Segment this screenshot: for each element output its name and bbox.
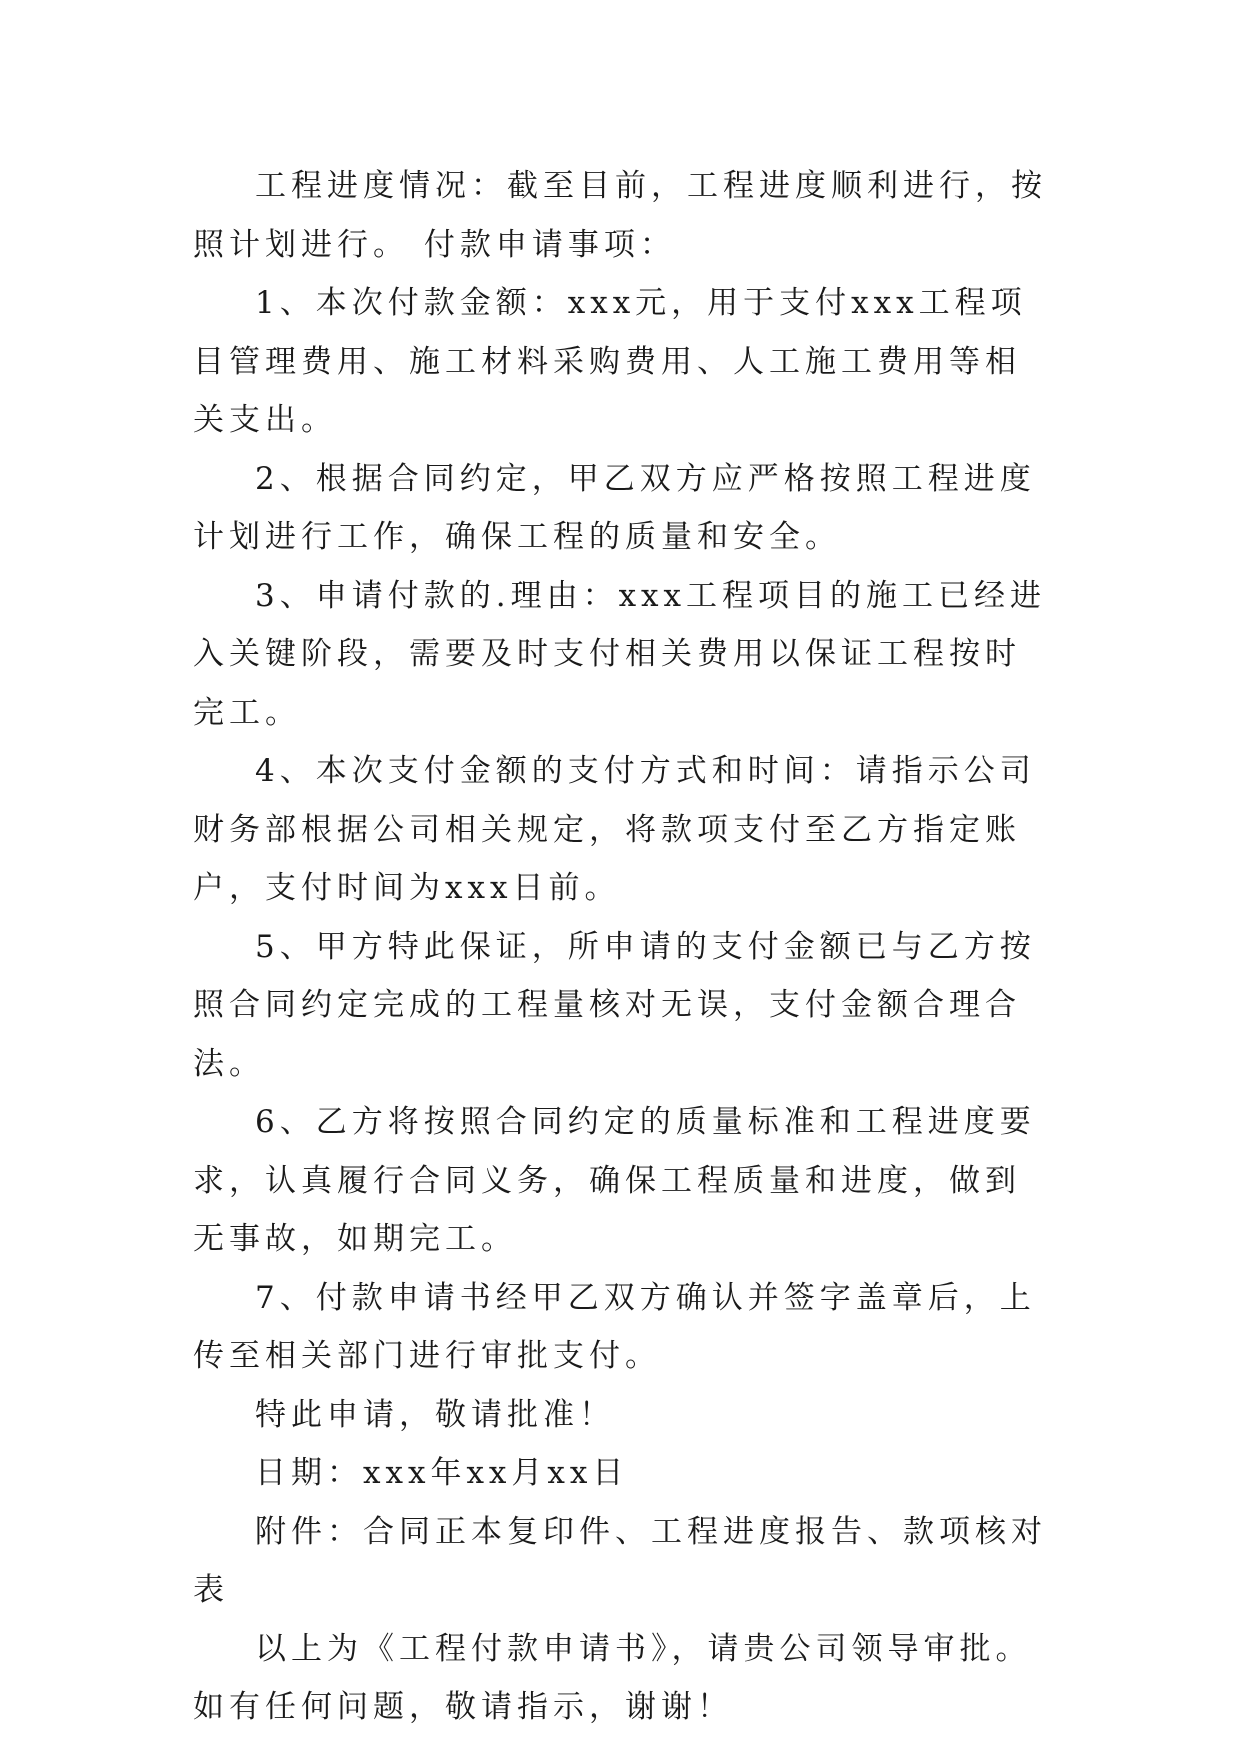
paragraph-item-2: 2、根据合同约定，甲乙双方应严格按照工程进度计划进行工作，确保工程的质量和安全。	[193, 460, 1036, 555]
paragraph-item-5: 5、甲方特此保证，所申请的支付金额已与乙方按照合同约定完成的工程量核对无误，支付金额合理合法。	[193, 928, 1036, 1082]
paragraph-date: 日期：xxx年xx月xx日	[255, 1455, 629, 1491]
paragraph-item-4: 4、本次支付金额的支付方式和时间：请指示公司财务部根据公司相关规定，将款项支付至乙方指定账户，支付时间为xxx日前。	[193, 753, 1036, 906]
paragraph-item-6: 6、乙方将按照合同约定的质量标准和工程进度要求，认真履行合同义务，确保工程质量和进度，做到无事故，如期完工。	[193, 1104, 1036, 1257]
paragraph-progress-status: 工程进度情况：截至目前，工程进度顺利进行，按照计划进行。 付款申请事项：	[193, 168, 1047, 263]
paragraph-final-note: 以上为《工程付款申请书》，请贵公司领导审批。如有任何问题，敬请指示，谢谢！	[193, 1630, 1032, 1725]
document-body	[193, 157, 1055, 1737]
paragraph-request-closing: 特此申请，敬请批准！	[255, 1396, 615, 1433]
paragraph-item-7: 7、付款申请书经甲乙双方确认并签字盖章后，上传至相关部门进行审批支付。	[193, 1279, 1036, 1374]
paragraph-item-3: 3、申请付款的.理由：xxx工程项目的施工已经进入关键阶段，需要及时支付相关费用以保证工程按时完工。	[193, 577, 1047, 731]
paragraph-attachments: 附件：合同正本复印件、工程进度报告、款项核对表	[193, 1513, 1047, 1608]
paragraph-item-1: 1、本次付款金额：xxx元，用于支付xxx工程项目管理费用、施工材料采购费用、人工施工费用等相关支出。	[193, 285, 1027, 438]
